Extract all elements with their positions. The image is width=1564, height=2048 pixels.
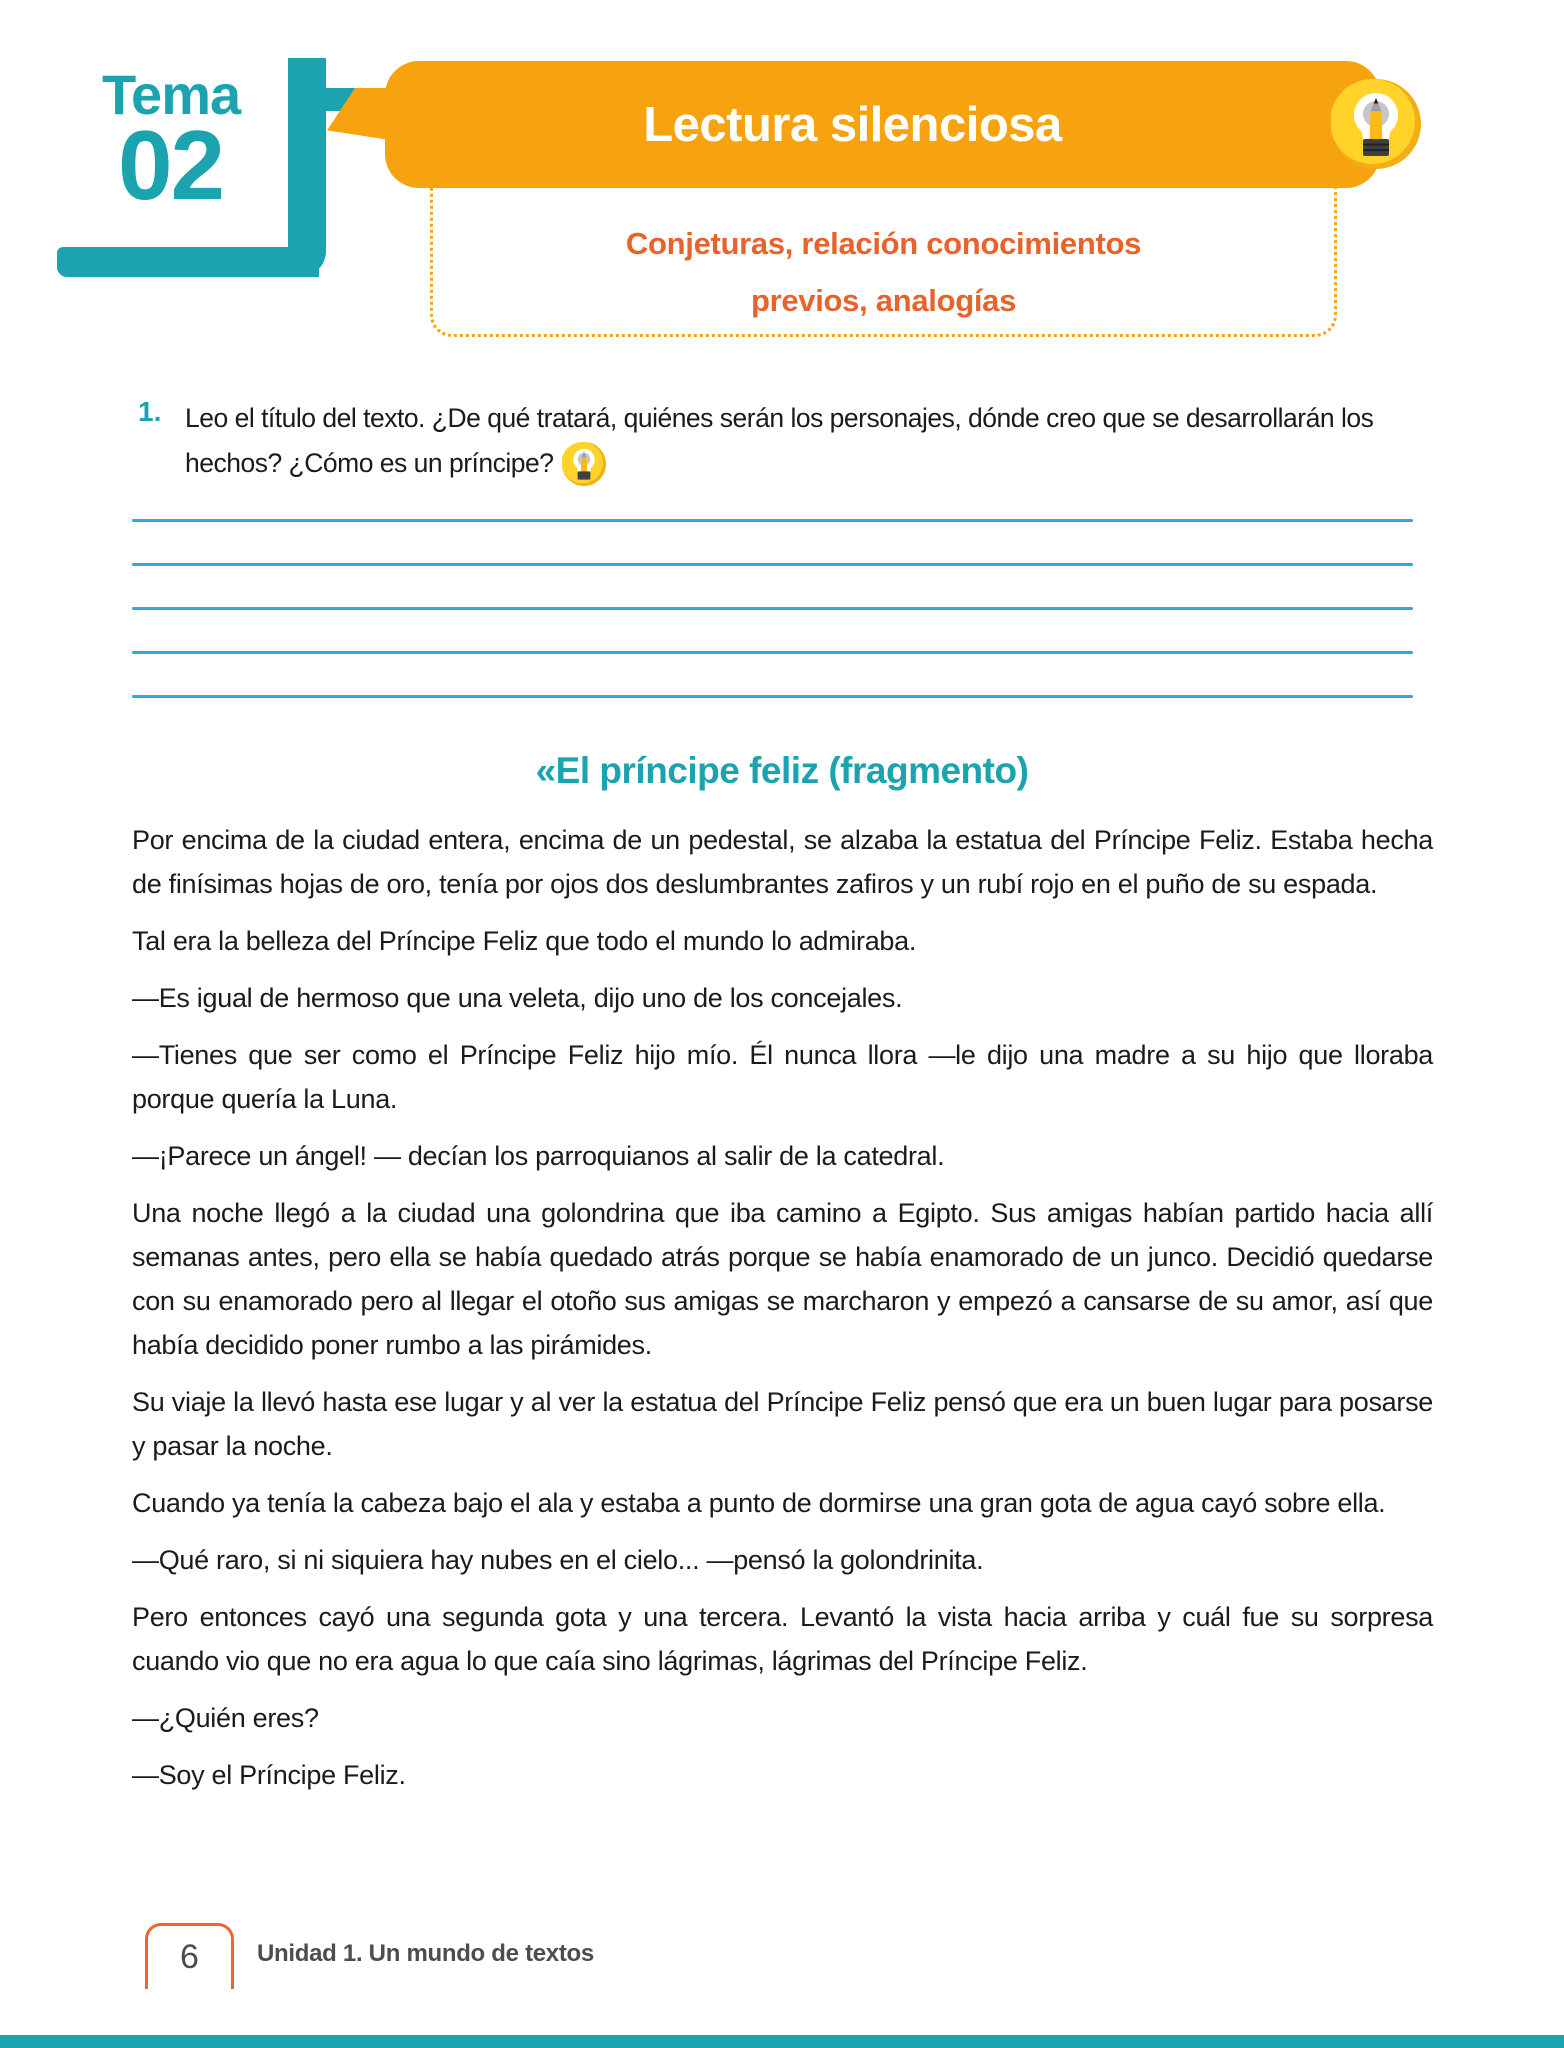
bottom-edge-strip bbox=[0, 2035, 1564, 2048]
reading-paragraph: —Es igual de hermoso que una veleta, dijo uno de los concejales. bbox=[132, 983, 903, 1013]
reading-body bbox=[132, 818, 1433, 1810]
answer-line[interactable] bbox=[132, 563, 1413, 566]
reading-title: «El príncipe feliz (fragmento) bbox=[535, 750, 1029, 791]
reading-paragraph: —Qué raro, si ni siquiera hay nubes en el cielo... —pensó la golondrinita. bbox=[132, 1545, 984, 1575]
reading-paragraph: Tal era la belleza del Príncipe Feliz que todo el mundo lo admiraba. bbox=[132, 926, 917, 956]
reading-paragraph: Cuando ya tenía la cabeza bajo el ala y estaba a punto de dormirse una gran gota de agua cayó sobre ella. bbox=[132, 1488, 1386, 1518]
tema-ribbon-horizontal bbox=[57, 247, 319, 277]
lightbulb-pencil-icon bbox=[1331, 79, 1421, 169]
reading-paragraph: —Soy el Príncipe Feliz. bbox=[132, 1760, 406, 1790]
reading-paragraph: —¿Quién eres? bbox=[132, 1703, 319, 1733]
reading-paragraph: Su viaje la llevó hasta ese lugar y al ver la estatua del Príncipe Feliz pensó que era un buen lugar para posarse y pasar la noche. bbox=[132, 1387, 1433, 1461]
answer-line[interactable] bbox=[132, 607, 1413, 610]
page-number-box bbox=[145, 1923, 234, 1989]
question-1 bbox=[138, 396, 1430, 486]
reading-paragraph: —¡Parece un ángel! — decían los parroquianos al salir de la catedral. bbox=[132, 1141, 945, 1171]
tema-label: Tema bbox=[102, 63, 241, 126]
answer-line[interactable] bbox=[132, 695, 1413, 698]
banner-title: Lectura silenciosa bbox=[643, 97, 1062, 152]
reading-paragraph: —Tienes que ser como el Príncipe Feliz hijo mío. Él nunca llora —le dijo una madre a su hijo que lloraba porque quería la Luna. bbox=[132, 1040, 1433, 1114]
question-number: 1. bbox=[138, 396, 162, 427]
tema-number: 02 bbox=[118, 110, 224, 220]
lightbulb-icon bbox=[562, 442, 606, 486]
unit-label: Unidad 1. Un mundo de textos bbox=[257, 1940, 594, 1967]
answer-line[interactable] bbox=[132, 651, 1413, 654]
subtitle: Conjeturas, relación conocimientos previos, analogías bbox=[625, 226, 1142, 318]
answer-line[interactable] bbox=[132, 519, 1413, 522]
reading-paragraph: Por encima de la ciudad entera, encima de un pedestal, se alzaba la estatua del Príncipe Feliz. Estaba hecha de finísimas hojas de oro, tenía por ojos dos deslumbrantes zafiros y un rubí rojo en el puño de su espada. bbox=[132, 825, 1433, 899]
reading-paragraph: Pero entonces cayó una segunda gota y una tercera. Levantó la vista hacia arriba y cuál fue su sorpresa cuando vio que no era agua lo que caía sino lágrimas, lágrimas del Príncipe Feliz. bbox=[132, 1602, 1433, 1676]
banner bbox=[385, 61, 1380, 188]
answer-lines bbox=[132, 519, 1413, 739]
reading-paragraph: Una noche llegó a la ciudad una golondrina que iba camino a Egipto. Sus amigas habían partido hacia allí semanas antes, pero ella se había quedado atrás porque se había enamorado de un junco. Decidió quedarse con su enamorado pero al llegar el otoño sus amigas se marcharon y empezó a cansarse de su amor, así que había decidido poner rumbo a las pirámides. bbox=[132, 1198, 1433, 1360]
page-number: 6 bbox=[180, 1938, 199, 1976]
question-text: Leo el título del texto. ¿De qué tratará, quiénes serán los personajes, dónde creo que se desarrollarán los hechos? ¿Cómo es un príncipe? bbox=[185, 403, 1374, 478]
tema-ribbon-vertical bbox=[288, 58, 326, 277]
